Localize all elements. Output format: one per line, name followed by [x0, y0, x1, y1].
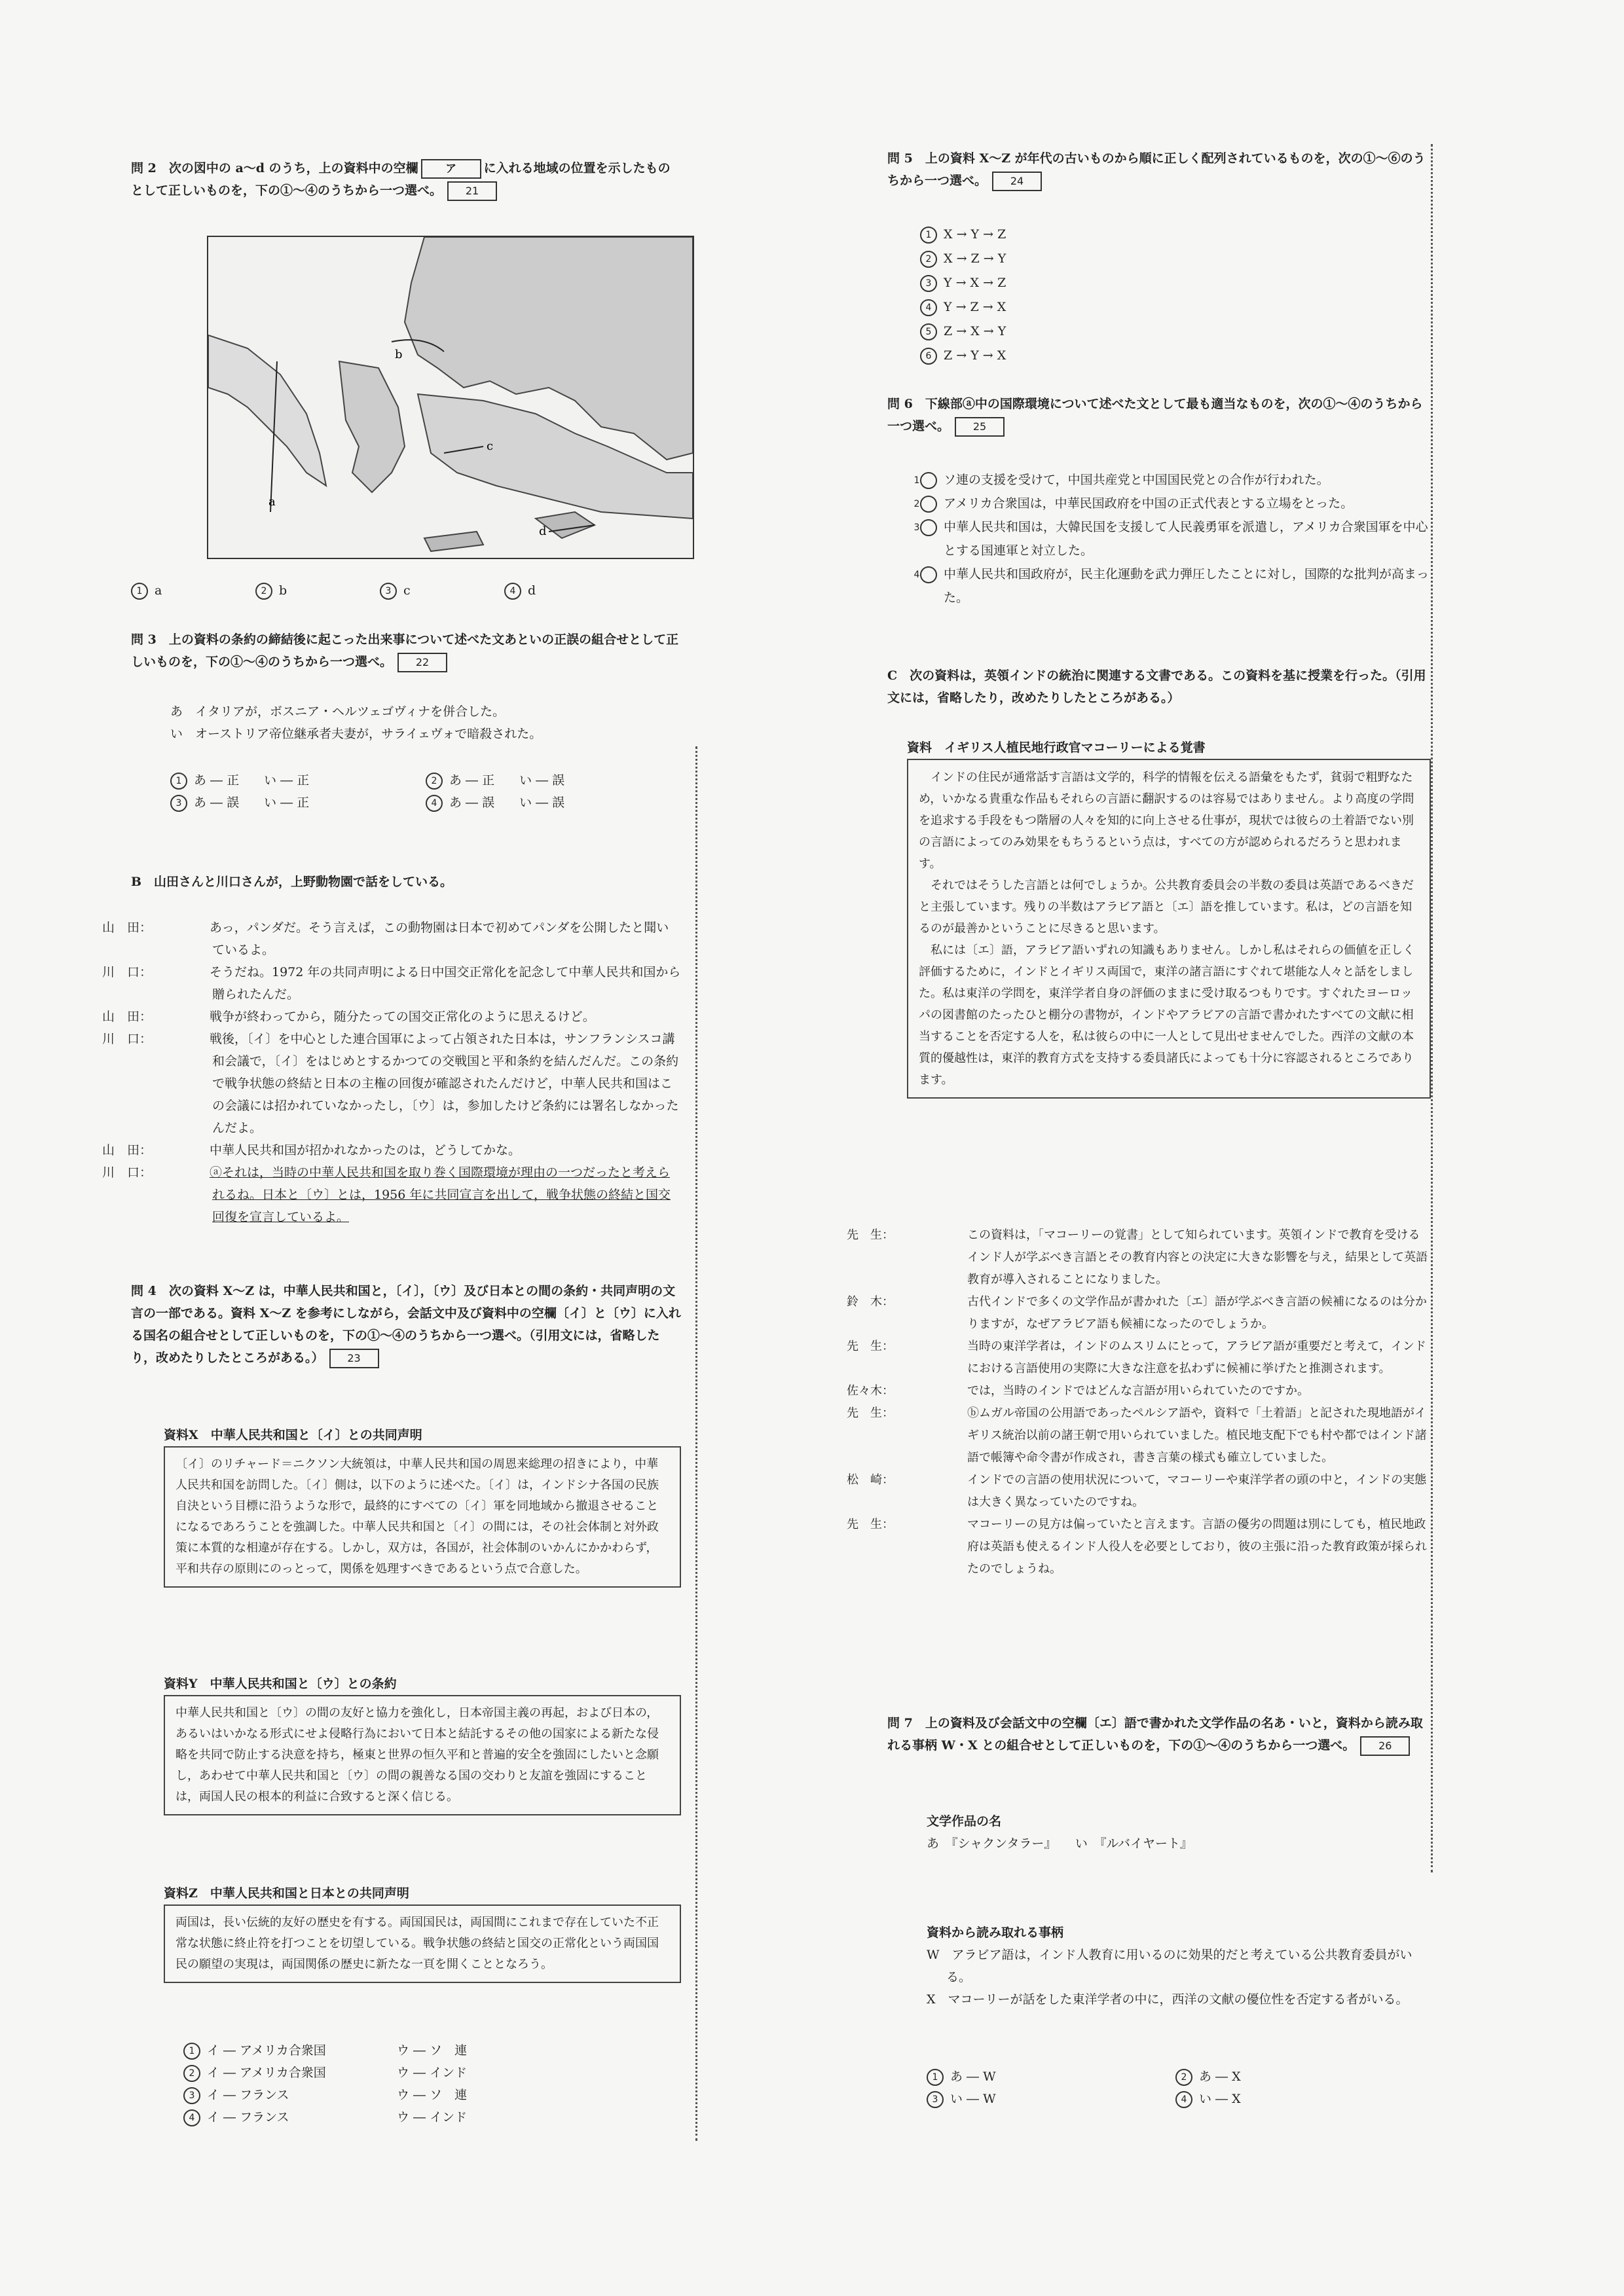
q7-facts	[927, 1922, 1424, 2011]
dialogue-line: 川 口： 戦後，〔イ〕を中心とした連合国軍によって占領された日本は，サンフランシスコ講和会議で，〔イ〕をはじめとするかつての交戦国と平和条約を結んだんだ。この条約で戦争状態の終結と日本の主権の回復が確認されたんだけど，中華人民共和国はこの会議には招かれていなかったし，〔ウ〕は，参加したけど条約には署名しなかったんだよ。	[102, 1032, 679, 1135]
q4-choices	[183, 2039, 576, 2128]
macaulay-p3: 私には〔エ〕語，アラビア語いずれの知識もありません。しかし私はそれらの価値を正しく評価するために，インドとイギリス両国で，東洋の諸言語にすぐれて堪能な人々と話をしました。私は東洋の学問を，東洋学者自身の評価のままに受け取るつもりです。すぐれたヨーロッパの図書館のたったひと棚分の書物が，インドやアラビアの言語で書かれたすべての文献に相当することを否定する人を，私は彼らの中に一人として見出せませんでした。西洋の文献の本質的優越性は，東洋的教育方式を支持する委員諸氏によっても十分に容認されるところであります。	[919, 943, 1415, 1087]
dialogue-line: 先 生： この資料は，「マコーリーの覚書」として知られています。英領インドで教育を受けるインド人が学ぶべき言語とその教育内容との決定に大きな影響を与え，結果として英語教育が導入されることになりました。	[847, 1228, 1428, 1286]
q5-choices	[920, 223, 1182, 368]
q5-choice-6[interactable]: 6 Z → Y → X	[920, 344, 1182, 368]
q5-choice-4[interactable]: 4 Y → Z → X	[920, 295, 1182, 319]
map-label-b: b	[395, 348, 403, 361]
macaulay-doc-title: 資料 イギリス人植民地行政官マコーリーによる覚書	[907, 740, 1206, 755]
q7-choice-2[interactable]: 2 あ ― X	[1175, 2066, 1424, 2088]
dialogue-line: 先 生： マコーリーの見方は偏っていたと言えます。言語の優劣の問題は別にしても，植民地政府は英語も使えるインド人役人を必要としており，彼の主張に沿った教育政策が採られたのでしょうね。	[847, 1518, 1427, 1576]
q3-head: 問 3 上の資料の条約の締結後に起こった出来事について述べた文あといの正誤の組合せとして正しいものを，下の①〜④のうちから一つ選べ。	[131, 632, 679, 669]
q5-head: 問 5 上の資料 X〜Z が年代の古いものから順に正しく配列されているものを，次の①〜⑥のうちから一つ選べ。	[887, 151, 1426, 188]
question-6	[887, 393, 1431, 437]
right-margin-divider	[1431, 144, 1433, 1872]
q2-choice-1[interactable]: 1 a	[131, 579, 255, 602]
dialogue-line: 川 口： ⓐそれは，当時の中華人民共和国を取り巻く国際環境が理由の一つだったと考えられるね。日本と〔ウ〕とは，1956 年に共同宣言を出して，戦争状態の終結と国交回復を宣言しているよ。	[102, 1165, 671, 1224]
q4-answer-box[interactable]: 23	[329, 1349, 379, 1368]
q4-choice-2[interactable]: 2 イ ― アメリカ合衆国 ウ ― インド	[183, 2062, 576, 2084]
q7-works-title: 文学作品の名	[927, 1814, 1002, 1829]
section-b-head: B 山田さんと川口さんが，上野動物園で話をしている。	[131, 875, 453, 889]
dialogue-line: 先 生： 当時の東洋学者は，インドのムスリムにとって，アラビア語が重要だと考えて，インドにおける言語使用の実際に大きな注意を払わずに候補に挙げたと推測されます。	[847, 1339, 1426, 1376]
map-label-a: a	[268, 495, 276, 509]
q6-choice-3[interactable]: 3 中華人民共和国は，大韓民国を支援して人民義勇軍を派遣し，アメリカ合衆国軍を中心とする国連軍と対立した。	[913, 520, 1428, 558]
dialogue-line: 山 田： 中華人民共和国が招かれなかったのは，どうしてかな。	[102, 1143, 521, 1157]
q7-facts-title: 資料から読み取れる事柄	[927, 1925, 1064, 1940]
q3-choice-2[interactable]: 2 あ ― 正 い ― 誤	[426, 769, 681, 792]
q2-choice-2[interactable]: 2 b	[255, 579, 380, 602]
q4-head: 問 4 次の資料 X〜Z は，中華人民共和国と，〔イ〕，〔ウ〕及び日本との間の条約・共同声明の文言の一部である。資料 X〜Z を参考にしながら，会話文中及び資料中の空欄〔イ〕と〔ウ〕に入れる国名の組合せとして正しいものを，下の①〜④のうちから一つ選べ。（引用文には，省略したり，改めたりしたところがある。）	[131, 1284, 681, 1365]
q6-head: 問 6 下線部ⓐ中の国際環境について述べた文として最も適当なものを，次の①〜④のうちから一つ選べ。	[887, 397, 1423, 433]
q6-answer-box[interactable]: 25	[955, 417, 1005, 437]
map-label-c: c	[487, 439, 494, 453]
q3-choice-1[interactable]: 1 あ ― 正 い ― 正	[170, 769, 426, 792]
q7-head: 問 7 上の資料及び会話文中の空欄〔エ〕語で書かれた文学作品の名あ・いと，資料から読み取れる事柄 W・X との組合せとして正しいものを，下の①〜④のうちから一つ選べ。	[887, 1716, 1423, 1753]
question-7	[887, 1712, 1431, 1757]
doc-z-text: 両国は，長い伝統的友好の歴史を有する。両国国民は，両国間にこれまで存在していた不正常な状態に終止符を打つことを切望している。戦争状態の終結と国交の正常化という両国国民の願望の実現は，両国関係の歴史に新たな一頁を開くこととなろう。	[164, 1904, 681, 1983]
q4-choice-3[interactable]: 3 イ ― フランス ウ ― ソ 連	[183, 2084, 576, 2106]
q7-fact-x: X マコーリーが話をした東洋学者の中に，西洋の文献の優位性を否定する者がいる。	[927, 1992, 1409, 2007]
q3-answer-box[interactable]: 22	[397, 653, 447, 672]
doc-z	[164, 1882, 681, 1983]
q3-choice-3[interactable]: 3 あ ― 誤 い ― 正	[170, 792, 426, 814]
dialogue-line: 川 口： そうだね。1972 年の共同声明による日中国交正常化を記念して中華人民共和国から贈られたんだ。	[102, 965, 681, 1002]
q6-choice-4[interactable]: 4 中華人民共和国政府が，民主化運動を武力弾圧したことに対し，国際的な批判が高まった。	[913, 567, 1430, 605]
q3-statements	[170, 701, 681, 745]
q7-choice-1[interactable]: 1 あ ― W	[927, 2066, 1175, 2088]
q6-choice-1[interactable]: 1 ソ連の支援を受けて，中国共産党と中国国民党との合作が行われた。	[920, 468, 1431, 492]
q4-choice-1[interactable]: 1 イ ― アメリカ合衆国 ウ ― ソ 連	[183, 2039, 576, 2062]
dialogue-line: 山 田： あっ，パンダだ。そう言えば，この動物園は日本で初めてパンダを公開したと聞いているよ。	[102, 920, 669, 957]
macaulay-p1: インドの住民が通常話す言語は文学的，科学的情報を伝える語彙をもたず，貧弱で粗野なため，いかなる貴重な作品もそれらの言語に翻訳するのは容易ではありません。より高度の学問を追求する手段をもつ階層の人々を知的に向上させる仕事が，現状では彼らの土着語でない別の言語によってのみ効果をもちうるという点は，すべての方が認められるだろうと思われます。	[919, 771, 1414, 871]
question-2	[131, 157, 681, 202]
q2-head2: に入れる地域の位置を示したものとして正しいものを，下の①〜④のうちから一つ選べ。	[131, 161, 671, 198]
section-b-dialogue	[102, 917, 681, 1228]
q2-head: 問 2 次の図中の a〜d のうち，上の資料中の空欄	[131, 161, 418, 175]
q7-choices	[927, 2066, 1424, 2110]
question-5	[887, 147, 1431, 192]
map-figure	[207, 236, 694, 559]
q7-fact-w: W アラビア語は，インド人教育に用いるのに効果的だと考えている公共教育委員がいる。	[927, 1948, 1412, 1984]
question-4	[131, 1280, 681, 1369]
q6-choice-2[interactable]: 2 アメリカ合衆国は，中華民国政府を中国の正式代表とする立場をとった。	[920, 492, 1431, 515]
doc-y-text: 中華人民共和国と〔ウ〕の間の友好と協力を強化し，日本帝国主義の再起，および日本の，あるいはいかなる形式にせよ侵略行為において日本と結託するその他の国家による新たな侵略を共同で防止する決意を持ち，極東と世界の恒久平和と普遍的安全を強固にしたいと念願し，あわせて中華人民共和国と〔ウ〕の間の親善なる国の交わりと友誼を強固にすることは，両国人民の根本的利益に合致すると深く信じる。	[164, 1695, 681, 1815]
q3-choice-4[interactable]: 4 あ ― 誤 い ― 誤	[426, 792, 681, 814]
dialogue-line: 佐々木： では，当時のインドではどんな言語が用いられていたのですか。	[847, 1384, 1309, 1398]
q7-choice-4[interactable]: 4 い ― X	[1175, 2088, 1424, 2110]
doc-y	[164, 1673, 681, 1815]
macaulay-doc-box	[907, 759, 1431, 1099]
dialogue-line: 鈴 木： 古代インドで多くの文学作品が書かれた〔エ〕語が学ぶべき言語の候補になるのは分かりますが，なぜアラビア語も候補になったのでしょうか。	[847, 1295, 1427, 1331]
dialogue-line: 先 生： ⓑムガル帝国の公用語であったペルシア語や，資料で「土着語」と記された現地語がイギリス統治以前の諸王朝で用いられていました。植民地支配下でも村や都ではインド諸語で帳簿や命令書が作成され，書き言葉の様式も確立していました。	[847, 1406, 1427, 1465]
q5-choice-1[interactable]: 1 X → Y → Z	[920, 223, 1182, 247]
doc-x	[164, 1424, 681, 1588]
q2-answer-box[interactable]: 21	[447, 181, 497, 201]
q3-statement-a: あ イタリアが，ボスニア・ヘルツェゴヴィナを併合した。	[170, 704, 506, 719]
map-label-d: d	[539, 524, 547, 538]
question-3	[131, 629, 681, 673]
doc-x-text: 〔イ〕のリチャード＝ニクソン大統領は，中華人民共和国の周恩来総理の招きにより，中華人民共和国を訪問した。〔イ〕側は，以下のように述べた。〔イ〕は，インドシナ各国の民族自決という目標に沿うような形で，最終的にすべての〔イ〕軍を同地域から撤退させることになるであろうことを強調した。中華人民共和国と〔イ〕の間には，その社会体制と対外政策に本質的な相違が存在する。しかし，双方は，各国が，社会体制のいかんにかかわらず，平和共存の原則にのっとって，関係を処理すべきであるという点で合意した。	[164, 1446, 681, 1588]
dialogue-line: 山 田： 戦争が終わってから，随分たっての国交正常化のように思えるけど。	[102, 1010, 595, 1024]
q5-choice-2[interactable]: 2 X → Z → Y	[920, 247, 1182, 271]
q2-choices	[131, 579, 681, 602]
doc-x-title: 資料X 中華人民共和国と〔イ〕との共同声明	[164, 1428, 422, 1442]
q3-statement-i: い オーストリア帝位継承者夫妻が，サライェヴォで暗殺された。	[170, 727, 542, 741]
q4-choice-4[interactable]: 4 イ ― フランス ウ ― インド	[183, 2106, 576, 2128]
q5-choice-5[interactable]: 5 Z → X → Y	[920, 319, 1182, 344]
macaulay-document	[907, 737, 1431, 1099]
map-svg	[208, 237, 693, 558]
q7-works-list: あ 『シャクンタラー』 い 『ルバイヤート』	[927, 1836, 1193, 1851]
q6-choices	[913, 468, 1431, 610]
q7-works	[927, 1810, 1424, 1855]
section-c-head: C 次の資料は，英領インドの統治に関連する文書である。この資料を基に授業を行った。（引用文には，省略したり，改めたりしたところがある。）	[887, 668, 1426, 705]
column-divider	[695, 746, 697, 2141]
q7-choice-3[interactable]: 3 い ― W	[927, 2088, 1175, 2110]
section-c-dialogue	[847, 1224, 1431, 1580]
q5-answer-box[interactable]: 24	[992, 172, 1042, 191]
dialogue-line: 松 崎： インドでの言語の使用状況について，マコーリーや東洋学者の頭の中と，インドの実態は大きく異なっていたのですね。	[847, 1473, 1427, 1509]
q3-choices	[170, 769, 681, 814]
q2-choice-4[interactable]: 4 d	[504, 579, 629, 602]
q2-choice-3[interactable]: 3 c	[380, 579, 504, 602]
doc-y-title: 資料Y 中華人民共和国と〔ウ〕との条約	[164, 1677, 397, 1691]
q5-choice-3[interactable]: 3 Y → X → Z	[920, 271, 1182, 295]
q2-box: ア	[421, 159, 481, 179]
q7-answer-box[interactable]: 26	[1360, 1736, 1410, 1756]
doc-z-title: 資料Z 中華人民共和国と日本との共同声明	[164, 1886, 409, 1901]
macaulay-p2: それではそうした言語とは何でしょうか。公共教育委員会の半数の委員は英語であるべきだと主張しています。残りの半数はアラビア語と〔エ〕語を推しています。私は，どの言語を知るのが最善かということに尽きると思います。	[919, 879, 1414, 936]
